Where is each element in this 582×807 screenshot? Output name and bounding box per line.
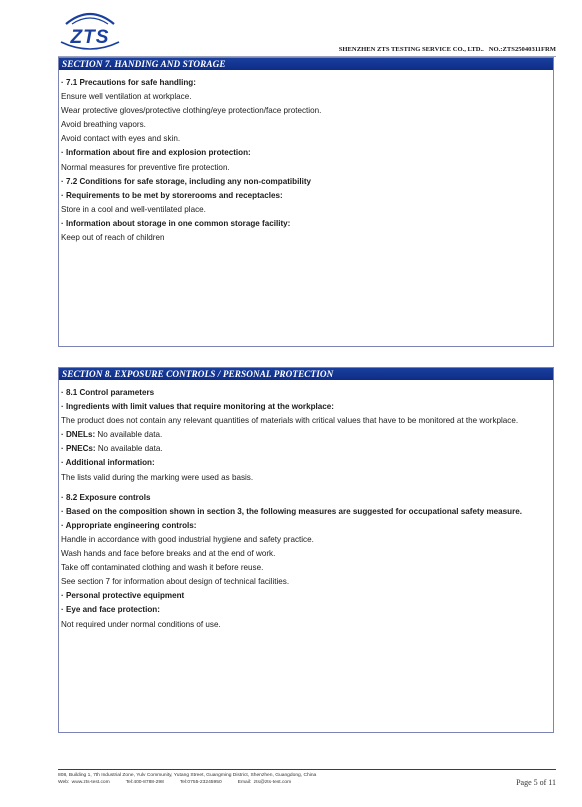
section-8-title: SECTION 8. EXPOSURE CONTROLS / PERSONAL PROTECTION [59,368,553,380]
dnel-line [61,428,553,442]
text-line: Normal measures for preventive fire protection. [61,162,230,172]
heading-engineering-controls: · Appropriate engineering controls: [61,520,197,530]
section-8-content [59,380,553,632]
text-line: Avoid breathing vapors. [61,120,146,130]
dnel-label: · DNELs: [61,430,96,440]
text-line: The product does not contain any relevant quantities of materials with critical values that have to be monitored at the workplace. [61,416,519,426]
heading-exposure-controls: · 8.2 Exposure controls [61,492,151,502]
company-header [339,46,556,53]
text-line: Store in a cool and well-ventilated place. [61,204,206,214]
heading-ppe: · Personal protective equipment [61,591,185,601]
text-line: See section 7 for information about design of technical facilities. [61,577,290,587]
heading-control-parameters: · 8.1 Control parameters [61,388,155,397]
company-name: SHENZHEN ZTS TESTING SERVICE CO., LTD.. [338,46,484,53]
text-line: Avoid contact with eyes and skin. [61,134,181,144]
pnec-line [61,442,553,456]
text-line: Not required under normal conditions of use. [61,619,221,629]
heading-storage: · 7.2 Conditions for safe storage, including any non-compatibility [61,176,312,186]
text-line: Ensure well ventilation at workplace. [61,92,192,102]
footer-contact [58,780,307,785]
text-line: Handle in accordance with good industrial hygiene and safety practice. [61,534,314,544]
pnec-value: No available data. [95,444,163,454]
heading-precautions: · 7.1 Precautions for safe handling: [61,78,196,87]
footer-rule [58,769,556,770]
pnec-label: · PNECs: [61,444,96,454]
heading-additional-info: · Additional information: [61,458,155,468]
text-line: Wash hands and face before breaks and at the end of work. [61,549,276,559]
section-7-box [58,57,554,347]
footer-tel-1: Tel:400-8788-298 [125,780,164,785]
footer-web: Web: www.zts-test.com [58,780,110,785]
section-8-box [58,367,554,733]
heading-composition: · Based on the composition shown in section 3, the following measures are suggested for occupational safety measure. [61,506,522,516]
report-number: NO.:ZTS25040311FRM [488,46,556,53]
text-line: Take off contaminated clothing and wash it before reuse. [61,563,264,573]
footer-tel-2: Tel:0755-23245950 [179,780,222,785]
page-number: Page 5 of 11 [516,778,556,787]
heading-storerooms: · Requirements to be met by storerooms and receptacles: [61,190,283,200]
footer-address: 808, Building 1, 7th Industrial Zone, Yulv Community, Yutang Street, Guangming District, Shenzhen, Guangdong, China [58,773,317,778]
heading-eye-face: · Eye and face protection: [61,605,160,615]
section-7-content [59,70,553,245]
text-line: Keep out of reach of children [61,233,165,243]
text-line: The lists valid during the marking were used as basis. [61,472,254,482]
footer-email: Email: zts@zts-test.com [237,780,292,785]
heading-limit-values: · Ingredients with limit values that require monitoring at the workplace: [61,402,334,412]
section-7-title: SECTION 7. HANDING AND STORAGE [59,58,553,70]
text-line: Wear protective gloves/protective clothing/eye protection/face protection. [61,106,322,116]
zts-logo [58,10,122,52]
logo-text: ZTS [70,27,110,48]
heading-common-storage: · Information about storage in one common storage facility: [61,218,291,228]
dnel-value: No available data. [95,430,163,440]
heading-fire: · Information about fire and explosion protection: [61,148,251,158]
